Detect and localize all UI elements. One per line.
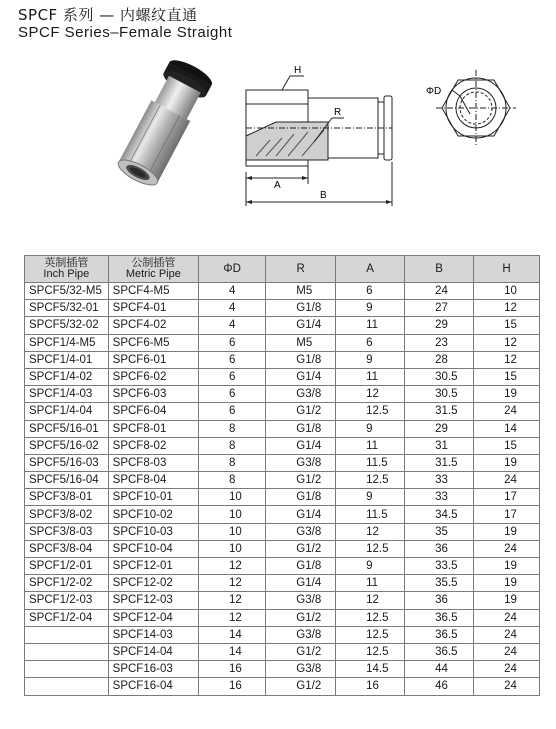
r-cell: G1/2 <box>266 609 336 626</box>
a-cell: 6 <box>336 334 405 351</box>
inch-pipe-cell: SPCF5/32-01 <box>25 300 109 317</box>
table-row <box>25 661 540 678</box>
h-cell: 24 <box>474 626 540 643</box>
table-row <box>25 609 540 626</box>
a-cell: 11 <box>336 317 405 334</box>
table-row <box>25 317 540 334</box>
r-cell: G1/4 <box>266 437 336 454</box>
spec-table <box>24 255 540 696</box>
fitting-photo <box>104 56 216 206</box>
metric-pipe-en: Metric Pipe <box>125 268 181 280</box>
b-cell: 31.5 <box>405 403 474 420</box>
h-cell: 12 <box>474 351 540 368</box>
d-cell: 6 <box>199 386 266 403</box>
r-cell: G1/8 <box>266 351 336 368</box>
table-header-row <box>25 256 540 283</box>
inch-pipe-cell: SPCF1/2-04 <box>25 609 109 626</box>
inch-pipe-cell: SPCF5/16-01 <box>25 420 109 437</box>
inch-pipe-cell <box>25 661 109 678</box>
inch-pipe-cell: SPCF5/32-M5 <box>25 283 109 300</box>
d-cell: 10 <box>199 506 266 523</box>
table-row <box>25 592 540 609</box>
d-cell: 8 <box>199 437 266 454</box>
h-cell: 12 <box>474 300 540 317</box>
a-label: A <box>274 180 281 191</box>
r-cell: G3/8 <box>266 626 336 643</box>
r-cell: G1/8 <box>266 420 336 437</box>
h-cell: 19 <box>474 523 540 540</box>
col-h: H <box>474 256 540 283</box>
r-label: R <box>334 107 342 118</box>
metric-pipe-cell: SPCF6-03 <box>108 386 198 403</box>
table-row <box>25 626 540 643</box>
inch-pipe-cell: SPCF5/16-03 <box>25 454 109 471</box>
title-english: SPCF Series–Female Straight <box>18 24 233 41</box>
r-cell: G3/8 <box>266 661 336 678</box>
inch-pipe-cell <box>25 626 109 643</box>
metric-pipe-cell: SPCF16-04 <box>108 678 198 695</box>
d-cell: 6 <box>199 368 266 385</box>
table-row <box>25 643 540 660</box>
b-cell: 36.5 <box>405 626 474 643</box>
r-cell: M5 <box>266 334 336 351</box>
d-cell: 4 <box>199 317 266 334</box>
a-cell: 12.5 <box>336 609 405 626</box>
metric-pipe-cell: SPCF14-03 <box>108 626 198 643</box>
a-cell: 11 <box>336 437 405 454</box>
b-cell: 30.5 <box>405 386 474 403</box>
h-cell: 19 <box>474 592 540 609</box>
inch-pipe-cell <box>25 643 109 660</box>
table-row <box>25 368 540 385</box>
b-cell: 31 <box>405 437 474 454</box>
d-cell: 10 <box>199 489 266 506</box>
b-cell: 31.5 <box>405 454 474 471</box>
inch-pipe-cell: SPCF5/16-04 <box>25 472 109 489</box>
metric-pipe-zh: 公制插管 <box>131 257 176 269</box>
b-cell: 29 <box>405 420 474 437</box>
a-cell: 9 <box>336 558 405 575</box>
h-label: H <box>294 65 302 76</box>
title-chinese: SPCF 系列 — 内螺纹直通 <box>18 6 198 24</box>
r-cell: G1/2 <box>266 678 336 695</box>
col-b: B <box>405 256 474 283</box>
d-cell: 14 <box>199 643 266 660</box>
h-cell: 24 <box>474 403 540 420</box>
d-cell: 12 <box>199 558 266 575</box>
b-cell: 34.5 <box>405 506 474 523</box>
r-cell: G3/8 <box>266 592 336 609</box>
d-cell: 16 <box>199 661 266 678</box>
r-cell: G1/4 <box>266 317 336 334</box>
h-cell: 19 <box>474 575 540 592</box>
metric-pipe-cell: SPCF12-01 <box>108 558 198 575</box>
h-cell: 12 <box>474 334 540 351</box>
a-cell: 9 <box>336 420 405 437</box>
metric-pipe-cell: SPCF6-04 <box>108 403 198 420</box>
inch-pipe-cell: SPCF1/4-01 <box>25 351 109 368</box>
a-cell: 12 <box>336 386 405 403</box>
b-cell: 33 <box>405 489 474 506</box>
inch-pipe-cell: SPCF1/2-01 <box>25 558 109 575</box>
metric-pipe-cell: SPCF14-04 <box>108 643 198 660</box>
metric-pipe-cell: SPCF16-03 <box>108 661 198 678</box>
h-cell: 24 <box>474 678 540 695</box>
a-cell: 12 <box>336 592 405 609</box>
r-cell: G3/8 <box>266 386 336 403</box>
d-label: ΦD <box>426 86 442 97</box>
a-cell: 11 <box>336 368 405 385</box>
r-cell: G3/8 <box>266 454 336 471</box>
inch-pipe-cell: SPCF3/8-02 <box>25 506 109 523</box>
h-cell: 19 <box>474 386 540 403</box>
h-cell: 17 <box>474 506 540 523</box>
r-cell: G1/8 <box>266 489 336 506</box>
r-cell: G3/8 <box>266 523 336 540</box>
d-cell: 6 <box>199 351 266 368</box>
table-row <box>25 472 540 489</box>
a-cell: 14.5 <box>336 661 405 678</box>
r-cell: G1/2 <box>266 472 336 489</box>
inch-pipe-cell: SPCF3/8-04 <box>25 540 109 557</box>
b-cell: 35.5 <box>405 575 474 592</box>
r-cell: M5 <box>266 283 336 300</box>
a-cell: 12.5 <box>336 403 405 420</box>
metric-pipe-cell: SPCF8-01 <box>108 420 198 437</box>
metric-pipe-cell: SPCF10-03 <box>108 523 198 540</box>
r-cell: G1/2 <box>266 643 336 660</box>
section-drawing <box>236 56 418 216</box>
metric-pipe-cell: SPCF8-02 <box>108 437 198 454</box>
a-cell: 12.5 <box>336 643 405 660</box>
h-cell: 24 <box>474 540 540 557</box>
a-cell: 11 <box>336 575 405 592</box>
r-cell: G1/2 <box>266 540 336 557</box>
d-cell: 10 <box>199 540 266 557</box>
h-cell: 24 <box>474 661 540 678</box>
a-cell: 9 <box>336 489 405 506</box>
d-cell: 12 <box>199 575 266 592</box>
table-row <box>25 523 540 540</box>
inch-pipe-cell: SPCF1/4-M5 <box>25 334 109 351</box>
inch-pipe-cell: SPCF5/32-02 <box>25 317 109 334</box>
a-cell: 11.5 <box>336 506 405 523</box>
d-cell: 12 <box>199 609 266 626</box>
d-cell: 4 <box>199 300 266 317</box>
metric-pipe-cell: SPCF6-01 <box>108 351 198 368</box>
table-row <box>25 489 540 506</box>
b-cell: 28 <box>405 351 474 368</box>
table-row <box>25 300 540 317</box>
metric-pipe-cell: SPCF4-01 <box>108 300 198 317</box>
b-cell: 30.5 <box>405 368 474 385</box>
metric-pipe-cell: SPCF6-02 <box>108 368 198 385</box>
end-view-drawing <box>420 56 538 166</box>
r-cell: G1/2 <box>266 403 336 420</box>
metric-pipe-cell: SPCF8-03 <box>108 454 198 471</box>
metric-pipe-cell: SPCF10-02 <box>108 506 198 523</box>
h-cell: 24 <box>474 643 540 660</box>
d-cell: 14 <box>199 626 266 643</box>
metric-pipe-cell: SPCF4-02 <box>108 317 198 334</box>
b-cell: 36.5 <box>405 643 474 660</box>
b-cell: 36.5 <box>405 609 474 626</box>
b-cell: 44 <box>405 661 474 678</box>
table-row <box>25 575 540 592</box>
b-cell: 33 <box>405 472 474 489</box>
table-row <box>25 283 540 300</box>
table-row <box>25 558 540 575</box>
b-cell: 36 <box>405 592 474 609</box>
b-cell: 36 <box>405 540 474 557</box>
inch-pipe-zh: 英制插管 <box>44 257 89 269</box>
d-cell: 12 <box>199 592 266 609</box>
a-cell: 12.5 <box>336 472 405 489</box>
d-cell: 8 <box>199 472 266 489</box>
h-cell: 15 <box>474 437 540 454</box>
h-cell: 24 <box>474 609 540 626</box>
inch-pipe-cell: SPCF1/4-03 <box>25 386 109 403</box>
r-cell: G1/8 <box>266 558 336 575</box>
a-cell: 12 <box>336 523 405 540</box>
table-row <box>25 351 540 368</box>
metric-pipe-cell: SPCF6-M5 <box>108 334 198 351</box>
d-cell: 4 <box>199 283 266 300</box>
inch-pipe-en: Inch Pipe <box>43 268 90 280</box>
metric-pipe-cell: SPCF12-04 <box>108 609 198 626</box>
d-cell: 16 <box>199 678 266 695</box>
metric-pipe-cell: SPCF10-04 <box>108 540 198 557</box>
h-cell: 19 <box>474 454 540 471</box>
metric-pipe-cell: SPCF10-01 <box>108 489 198 506</box>
d-cell: 6 <box>199 403 266 420</box>
b-cell: 35 <box>405 523 474 540</box>
a-cell: 16 <box>336 678 405 695</box>
a-cell: 9 <box>336 351 405 368</box>
table-row <box>25 506 540 523</box>
metric-pipe-cell: SPCF4-M5 <box>108 283 198 300</box>
b-cell: 33.5 <box>405 558 474 575</box>
metric-pipe-cell: SPCF8-04 <box>108 472 198 489</box>
d-cell: 8 <box>199 420 266 437</box>
h-cell: 24 <box>474 472 540 489</box>
col-a: A <box>336 256 405 283</box>
b-cell: 23 <box>405 334 474 351</box>
a-cell: 12.5 <box>336 540 405 557</box>
table-row <box>25 386 540 403</box>
col-metric-pipe <box>108 256 198 283</box>
r-cell: G1/4 <box>266 575 336 592</box>
table-row <box>25 540 540 557</box>
table-row <box>25 420 540 437</box>
col-inch-pipe <box>25 256 109 283</box>
inch-pipe-cell: SPCF3/8-01 <box>25 489 109 506</box>
table-row <box>25 678 540 695</box>
inch-pipe-cell: SPCF5/16-02 <box>25 437 109 454</box>
a-cell: 9 <box>336 300 405 317</box>
b-cell: 24 <box>405 283 474 300</box>
h-cell: 14 <box>474 420 540 437</box>
table-row <box>25 437 540 454</box>
a-cell: 11.5 <box>336 454 405 471</box>
b-cell: 29 <box>405 317 474 334</box>
b-cell: 46 <box>405 678 474 695</box>
d-cell: 10 <box>199 523 266 540</box>
a-cell: 12.5 <box>336 626 405 643</box>
b-cell: 27 <box>405 300 474 317</box>
col-r: R <box>266 256 336 283</box>
inch-pipe-cell <box>25 678 109 695</box>
r-cell: G1/4 <box>266 368 336 385</box>
inch-pipe-cell: SPCF1/2-03 <box>25 592 109 609</box>
d-cell: 6 <box>199 334 266 351</box>
table-row <box>25 334 540 351</box>
r-cell: G1/8 <box>266 300 336 317</box>
page-title <box>18 6 232 42</box>
h-cell: 15 <box>474 368 540 385</box>
inch-pipe-cell: SPCF1/2-02 <box>25 575 109 592</box>
col-d: ΦD <box>199 256 266 283</box>
metric-pipe-cell: SPCF12-03 <box>108 592 198 609</box>
inch-pipe-cell: SPCF1/4-02 <box>25 368 109 385</box>
metric-pipe-cell: SPCF12-02 <box>108 575 198 592</box>
inch-pipe-cell: SPCF3/8-03 <box>25 523 109 540</box>
h-cell: 17 <box>474 489 540 506</box>
h-cell: 15 <box>474 317 540 334</box>
r-cell: G1/4 <box>266 506 336 523</box>
a-cell: 6 <box>336 283 405 300</box>
table-row <box>25 403 540 420</box>
table-row <box>25 454 540 471</box>
b-label: B <box>320 190 327 201</box>
d-cell: 8 <box>199 454 266 471</box>
inch-pipe-cell: SPCF1/4-04 <box>25 403 109 420</box>
h-cell: 10 <box>474 283 540 300</box>
h-cell: 19 <box>474 558 540 575</box>
